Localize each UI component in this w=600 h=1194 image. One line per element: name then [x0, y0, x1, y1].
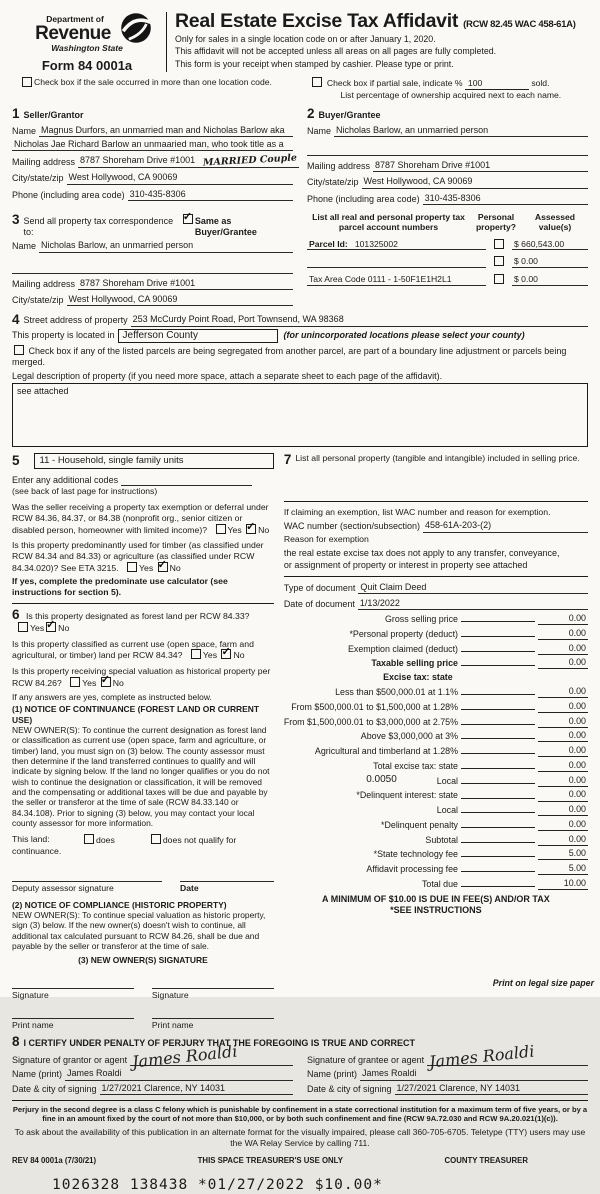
excise-row-value[interactable]: 0.00 — [538, 834, 588, 846]
exemption-question — [12, 502, 274, 536]
section-6-q3 — [12, 666, 274, 689]
form-title — [175, 12, 588, 32]
column-divider — [284, 501, 588, 502]
perjury-statement: Perjury in the second degree is a class C felony which is punishable by confinement in a state correctional institution for a maximum term of five years, or by a fine in an amount fixed by the court of not more than $10,000, or by both such confinement and fine (RCW 9A.72.030 and RCW 9A.20.021(1)(c)). — [12, 1104, 588, 1124]
excise-row-label: From $500,000.01 to $1,500,000 at 1.28% — [291, 701, 458, 712]
ownership-note: List percentage of ownership acquired next to each name. — [340, 89, 562, 100]
owner-print-label-1: Print name — [12, 1020, 54, 1031]
yes-label: Yes — [139, 563, 154, 574]
parcel-col2-header: Personal property? — [475, 211, 517, 232]
section-divider — [12, 603, 274, 604]
excise-row-label: Gross selling price — [385, 614, 458, 625]
wac-number-label: WAC number (section/subsection) — [283, 521, 421, 532]
section-6-q1 — [12, 608, 274, 634]
corr-city-field[interactable]: West Hollywood, CA 90069 — [67, 294, 293, 306]
section-2-title: Buyer/Grantee — [318, 109, 381, 120]
corr-name-field[interactable]: Nicholas Barlow, an unmarried person — [39, 240, 293, 252]
seller-phone-label: Phone (including area code) — [12, 189, 125, 200]
personal-property-checkbox-3[interactable] — [494, 274, 504, 284]
corr-mailing-field[interactable]: 8787 Shoreham Drive #1001 — [78, 278, 293, 290]
personal-property-checkbox-2[interactable] — [494, 256, 504, 266]
excise-row-value[interactable]: 0.00 — [538, 686, 588, 698]
certify-statement: I CERTIFY UNDER PENALTY OF PERJURY THAT THE FOREGOING IS TRUE AND CORRECT — [23, 1037, 416, 1048]
grantee-signature: James Roaldi — [428, 1041, 536, 1072]
yes-label: Yes — [227, 524, 242, 535]
owner-signature-label-2: Signature — [151, 989, 189, 1000]
header-title-block — [175, 10, 588, 74]
q6c-yes-checkbox[interactable] — [70, 677, 80, 687]
accessibility-statement: To ask about the availability of this publication in an alternate format for the visually impaired, please call 360-705-6705. Teletype (TTY) users may use the WA Relay Service by calling 711. — [14, 1126, 586, 1148]
excise-row-value[interactable]: 0.00 — [538, 745, 588, 757]
parcel-id-field[interactable] — [307, 239, 486, 251]
form-number: Form 84 0001a — [41, 58, 133, 73]
revenue-wordmark: Revenue — [35, 22, 111, 44]
local-rate-value: 0.0050 — [366, 774, 397, 786]
section-5-number: 5 — [12, 453, 20, 469]
assessed-value-1[interactable]: $ 660,543.00 — [512, 239, 588, 251]
section-1-seller — [12, 105, 297, 205]
street-address-field[interactable]: 253 McCurdy Point Road, Port Townsend, WA 98368 — [131, 314, 588, 326]
section-3-title: Send all property tax correspondence to: — [23, 215, 174, 238]
right-column — [284, 453, 588, 1031]
deputy-signature-label: Deputy assessor signature — [12, 882, 114, 893]
q6a-no-checkbox[interactable] — [46, 622, 56, 632]
excise-row-value[interactable]: 0.00 — [538, 819, 588, 831]
parcel-row — [307, 256, 588, 268]
wac-number-field[interactable]: 458-61A-203-(2) — [423, 520, 588, 532]
owner-signature-line-1[interactable] — [12, 976, 134, 989]
exemption-note: If claiming an exemption, list WAC number and reason for exemption. — [283, 507, 551, 518]
grantee-sig-label: Signature of grantee or agent — [307, 1055, 425, 1066]
subtitle-1: Only for sales in a single location code on or after January 1, 2020. — [175, 33, 436, 44]
column-divider — [284, 576, 588, 577]
grantor-print-field[interactable]: James Roaldi — [65, 1068, 293, 1080]
grantor-signature: James Roaldi — [131, 1041, 239, 1072]
no-label: No — [58, 622, 70, 633]
assessed-value-2[interactable]: $ 0.00 — [512, 256, 588, 268]
buyer-name-line2[interactable] — [307, 145, 588, 156]
excise-row-label: *State technology fee — [373, 849, 458, 860]
section-6-number: 6 — [12, 606, 20, 622]
yes-label: Yes — [30, 622, 45, 633]
section-2-number: 2 — [307, 105, 315, 121]
owner-print-label-2: Print name — [151, 1020, 194, 1031]
county-select[interactable]: Jefferson County — [118, 329, 278, 344]
excise-row-label: Agricultural and timberland at 1.28% — [314, 745, 458, 756]
grantor-date-field[interactable]: 1/27/2021 Clarence, NY 14031 — [100, 1083, 293, 1095]
seller-city-label: City/state/zip — [12, 173, 64, 184]
seller-name-field[interactable]: Magnus Durfors, an unmarried man and Nicholas Barlow aka — [39, 125, 293, 137]
parcel-row — [307, 274, 588, 286]
grantee-print-field[interactable]: James Roaldi — [360, 1068, 588, 1080]
header — [12, 10, 588, 74]
predominate-use-note: If yes, complete the predominate use calculator (see instructions for section 5). — [12, 576, 228, 597]
q6a-yes-checkbox[interactable] — [18, 622, 28, 632]
excise-row-value[interactable]: 0.00 — [538, 775, 588, 787]
excise-row-value[interactable]: 5.00 — [538, 848, 588, 860]
no-label: No — [112, 678, 124, 689]
excise-row-label: Affidavit processing fee — [366, 864, 458, 875]
section-7-intro: List all personal property (tangible and intangible) included in selling price. — [295, 452, 580, 463]
excise-row-label: Taxable selling price — [371, 658, 458, 669]
new-owner-signature-title: (3) NEW OWNER(S) SIGNATURE — [78, 955, 208, 966]
parcel-id-value: 101325002 — [354, 238, 398, 249]
washington-state-label: Washington State — [51, 43, 123, 54]
timber-question-text: Is this property predominantly used for timber (as classified under RCW 84.34 and 84.33) or agriculture (as classified under RCW 84.34.020)? See ETA 3215. — [12, 540, 264, 574]
section-6-q2 — [12, 639, 274, 662]
q1-no-checkbox[interactable] — [246, 524, 256, 534]
left-column — [12, 453, 274, 1031]
street-address-label: Street address of property — [23, 315, 128, 326]
section-2-buyer — [307, 107, 588, 205]
corr-city-label: City/state/zip — [12, 294, 64, 305]
grantor-signature-field[interactable] — [130, 1041, 293, 1072]
doc-date-label: Date of document — [283, 599, 355, 610]
buyer-city-label: City/state/zip — [307, 177, 359, 188]
subtitle-3: This form is your receipt when stamped by cashier. Please type or print. — [175, 59, 454, 70]
historical-question: Is this property receiving special valuation as historical property per RCW 84.26? — [12, 666, 271, 689]
excise-row-value[interactable]: 0.00 — [538, 613, 588, 625]
parcel-col3-header: Assessed value(s) — [534, 211, 576, 232]
excise-row-value[interactable]: 0.00 — [538, 789, 588, 801]
corr-name-label: Name — [12, 241, 37, 252]
buyer-mailing-label: Mailing address — [307, 161, 371, 172]
parcel-table — [307, 213, 588, 306]
does-not-label: does not qualify for — [162, 835, 237, 846]
parcel-field-2[interactable] — [307, 267, 486, 268]
section-5-head — [12, 453, 274, 469]
grantee-signature-field[interactable] — [427, 1041, 588, 1072]
located-in-label: This property is located in — [12, 330, 115, 341]
corr-mailing-label: Mailing address — [12, 278, 76, 289]
additional-codes-note: (see back of last page for instructions) — [12, 486, 158, 497]
excise-row-label: Above $3,000,000 at 3% — [360, 731, 458, 742]
grantee-date-label: Date & city of signing — [307, 1083, 392, 1094]
same-as-buyer-label: Same as Buyer/Grantee — [194, 215, 257, 238]
dept-line: Department of — [46, 14, 104, 24]
timber-question — [12, 540, 274, 574]
treasurer-stamp: 1026328 138438 *01/27/2022 $10.00* — [52, 1177, 383, 1194]
excise-row-value[interactable]: 0.00 — [538, 643, 588, 655]
parcel-id-label: Parcel Id: — [309, 238, 348, 249]
seller-name-label: Name — [12, 125, 37, 136]
tax-area-code-field[interactable]: Tax Area Code 0111 - 1-50F1E1H2L1 — [307, 274, 486, 286]
seller-mailing-label: Mailing address — [12, 157, 76, 168]
excise-row-label: Local — [436, 805, 458, 816]
treasurer-use-label: THIS SPACE TREASURER'S USE ONLY — [197, 1156, 343, 1166]
notice2-body: NEW OWNER(S): To continue special valuation as historic property, sign (3) below. If the new owner(s) doesn't wish to continue, all additional tax calculated pursuant to RCW 84.26, shall be due and payable by the seller or transferor at the time of sale. — [12, 909, 266, 951]
deputy-signature-line[interactable] — [12, 869, 162, 882]
personal-property-blank-area[interactable] — [284, 466, 588, 496]
see-instructions-note: *SEE INSTRUCTIONS — [390, 905, 482, 916]
deputy-date-label: Date — [180, 882, 199, 893]
section-1-title: Seller/Grantor — [23, 109, 84, 120]
section-8-certify — [12, 1035, 588, 1095]
grantee-date-field[interactable]: 1/27/2021 Clarence, NY 14031 — [395, 1083, 588, 1095]
partial-sale-label: Check box if partial sale, indicate % — [326, 78, 463, 89]
q6b-no-checkbox[interactable] — [221, 649, 231, 659]
grantor-print-label: Name (print) — [12, 1069, 63, 1080]
seller-name-field-line2[interactable]: Nicholas Jae Richard Barlow an unmaaried man, who took title as a — [12, 139, 293, 151]
doc-date-field[interactable]: 1/13/2022 — [358, 598, 588, 610]
rev-number: REV 84 0001a (7/30/21) — [12, 1156, 97, 1166]
segregated-checkbox[interactable] — [14, 345, 24, 355]
additional-codes-field[interactable] — [121, 475, 252, 486]
reason-line-1: the real estate excise tax does not apply to any transfer, conveyance, — [283, 548, 560, 559]
buyer-mailing-field[interactable]: 8787 Shoreham Drive #1001 — [373, 160, 588, 172]
does-not-checkbox[interactable] — [151, 834, 161, 844]
forest-land-question: Is this property designated as forest land per RCW 84.33? — [25, 610, 250, 621]
parcel-row — [307, 239, 588, 251]
buyer-name-label: Name — [307, 125, 332, 136]
multiple-location-checkbox[interactable] — [22, 77, 32, 87]
additional-codes-label: Enter any additional codes — [12, 474, 119, 485]
no-label: No — [258, 524, 270, 535]
footer-divider — [12, 1100, 588, 1101]
county-treasurer-label: COUNTY TREASURER — [444, 1156, 528, 1166]
excise-row-label: Local — [436, 775, 458, 786]
excise-row-value[interactable]: 0.00 — [538, 716, 588, 728]
does-checkbox[interactable] — [84, 834, 94, 844]
section-4-number: 4 — [12, 312, 20, 328]
section-8-number: 8 — [12, 1033, 20, 1049]
partial-sold-label: sold. — [531, 78, 550, 89]
excise-row-label: Less than $500,000.01 at 1.1% — [335, 687, 458, 698]
doc-type-label: Type of document — [283, 582, 356, 593]
does-label: does — [96, 835, 115, 846]
buyer-name-field[interactable]: Nicholas Barlow, an unmarried person — [334, 125, 588, 137]
buyer-phone-field[interactable]: 310-435-8306 — [423, 193, 588, 205]
partial-sale-checkbox[interactable] — [312, 77, 322, 87]
q1-yes-checkbox[interactable] — [216, 524, 226, 534]
q2-yes-checkbox[interactable] — [127, 562, 137, 572]
seller-city-field[interactable]: West Hollywood, CA 90069 — [67, 172, 293, 184]
seller-mailing-field[interactable] — [78, 155, 299, 168]
revenue-swirl-logo-icon — [120, 12, 152, 47]
deputy-date-line[interactable] — [180, 869, 274, 882]
if-yes-instruction: If any answers are yes, complete as instructed below. — [12, 692, 212, 703]
subtitle-2: This affidavit will not be accepted unless all areas on all pages are fully completed. — [175, 46, 497, 57]
notice2-title: (2) NOTICE OF COMPLIANCE (HISTORIC PROPERTY) — [12, 899, 227, 910]
buyer-phone-label: Phone (including area code) — [307, 193, 420, 204]
minimum-due-note: A MINIMUM OF $10.00 IS DUE IN FEE(S) AND/OR TAX — [322, 893, 550, 904]
excise-row-label: Exemption claimed (deduct) — [347, 643, 458, 654]
yes-label: Yes — [202, 650, 218, 661]
no-label: No — [169, 563, 181, 574]
reason-for-exemption-label: Reason for exemption — [283, 533, 369, 544]
reason-line-2: or assignment of property or interest in property see attached — [283, 559, 528, 570]
section-1-number: 1 — [12, 105, 20, 121]
print-note: Print on legal size paper — [492, 978, 594, 989]
footer-row — [12, 1156, 588, 1166]
notice1-title: (1) NOTICE OF CONTINUANCE (FOREST LAND OR CURRENT USE) — [12, 704, 260, 725]
multiple-location-label: Check box if the sale occurred in more than one location code. — [34, 77, 272, 88]
same-as-buyer-checkbox[interactable] — [183, 214, 193, 224]
top-checkboxes — [12, 77, 588, 100]
this-land-label: This land: — [12, 834, 50, 845]
yes-label: Yes — [82, 678, 97, 689]
agency-logo-block — [12, 10, 162, 74]
buyer-city-field[interactable]: West Hollywood, CA 90069 — [362, 176, 588, 188]
doc-type-field[interactable]: Quit Claim Deed — [358, 582, 588, 594]
q6c-no-checkbox[interactable] — [101, 677, 111, 687]
owner-print-line-2[interactable] — [152, 1006, 274, 1019]
excise-row-label: Total excise tax: state — [373, 760, 458, 771]
excise-row-label: From $1,500,000.01 to $3,000,000 at 2.75% — [283, 716, 458, 727]
owner-signature-label-1: Signature — [12, 989, 49, 1000]
grantee-print-label: Name (print) — [307, 1069, 358, 1080]
excise-row-value[interactable]: 0.00 — [538, 701, 588, 713]
header-divider — [166, 12, 167, 72]
excise-row-label: Total due — [421, 878, 458, 889]
excise-row-label: *Personal property (deduct) — [349, 628, 458, 639]
section-7-number: 7 — [283, 451, 292, 467]
excise-row-value[interactable]: 5.00 — [538, 863, 588, 875]
personal-property-checkbox-1[interactable] — [494, 239, 504, 249]
current-use-question: Is this property classified as current use (open space, farm and agricultural, or timber) land per RCW 84.34? — [12, 638, 254, 661]
excise-row-label: *Delinquent interest: state — [356, 790, 458, 801]
excise-row-value[interactable]: 10.00 — [538, 878, 588, 890]
excise-row-value[interactable]: 0.00 — [538, 760, 588, 772]
property-use-code-box[interactable]: 11 - Household, single family units — [34, 453, 274, 469]
q2-no-checkbox[interactable] — [158, 562, 168, 572]
assessed-value-3[interactable]: $ 0.00 — [512, 274, 588, 286]
owner-print-line-1[interactable] — [12, 1006, 134, 1019]
owner-signature-line-2[interactable] — [152, 976, 274, 989]
excise-row-value[interactable]: 0.00 — [538, 804, 588, 816]
county-note: (for unincorporated locations please select your county) — [283, 330, 525, 341]
section-4-property — [12, 313, 588, 447]
seller-phone-field[interactable]: 310-435-8306 — [128, 189, 293, 201]
seller-mailing-value: 8787 Shoreham Drive #1001 — [80, 155, 196, 166]
excise-row-value[interactable]: 0.00 — [538, 657, 588, 669]
corr-name-line2[interactable] — [12, 263, 293, 274]
partial-percent-field[interactable]: 100 — [465, 78, 529, 90]
excise-tax-state-header: Excise tax: state — [383, 672, 453, 683]
excise-row-value[interactable]: 0.00 — [538, 628, 588, 640]
handwritten-married-couple: MARRIED Couple — [202, 153, 297, 169]
form-title-text: Real Estate Excise Tax Affidavit — [175, 10, 459, 32]
legal-description-box[interactable]: see attached — [12, 383, 588, 447]
no-label: No — [233, 650, 245, 661]
section-3-number: 3 — [12, 211, 20, 227]
section-3-correspondence — [12, 213, 293, 306]
continuance-label: continuance. — [12, 846, 62, 857]
q6b-yes-checkbox[interactable] — [191, 649, 201, 659]
form-title-rcw: (RCW 82.45 WAC 458-61A) — [463, 19, 576, 30]
parcel-col1-header: List all real and personal property tax parcel account numbers — [312, 211, 465, 232]
excise-row-label: *Delinquent penalty — [381, 819, 458, 830]
legal-description-label: Legal description of property (if you need more space, attach a separate sheet to each page of the affidavit). — [12, 370, 443, 381]
grantor-sig-label: Signature of grantor or agent — [12, 1055, 128, 1066]
exemption-question-text: Was the seller receiving a property tax exemption or deferral under RCW 84.36, 84.37, or 84.38 (nonprofit org., senior citizen or disabled person, homeowner with limited income)? — [12, 501, 269, 535]
notice1-body: NEW OWNER(S): To continue the current designation as forest land or classification as current use (open space, farm and agriculture, or timber) land, you must sign on (3) below. The county assessor must then determine if the land transferred continues to qualify and will indicate by signing below. If the land no longer qualifies or you do not wish to continue the designation or classification, it will be removed and the compensating or additional taxes will be due and payable by the seller or transferor at the time of sale (RCW 84.33.140 or 84.34.108). Prior to signing (3) below, you may contact your local county assessor for more information. — [12, 725, 270, 828]
segregated-label: Check box if any of the listed parcels are being segregated from another parcel, are part of a boundary line adjustment or parcels being merged. — [12, 346, 567, 368]
excise-row-value[interactable]: 0.00 — [538, 730, 588, 742]
grantor-date-label: Date & city of signing — [12, 1083, 97, 1094]
excise-row-label: Subtotal — [425, 834, 458, 845]
